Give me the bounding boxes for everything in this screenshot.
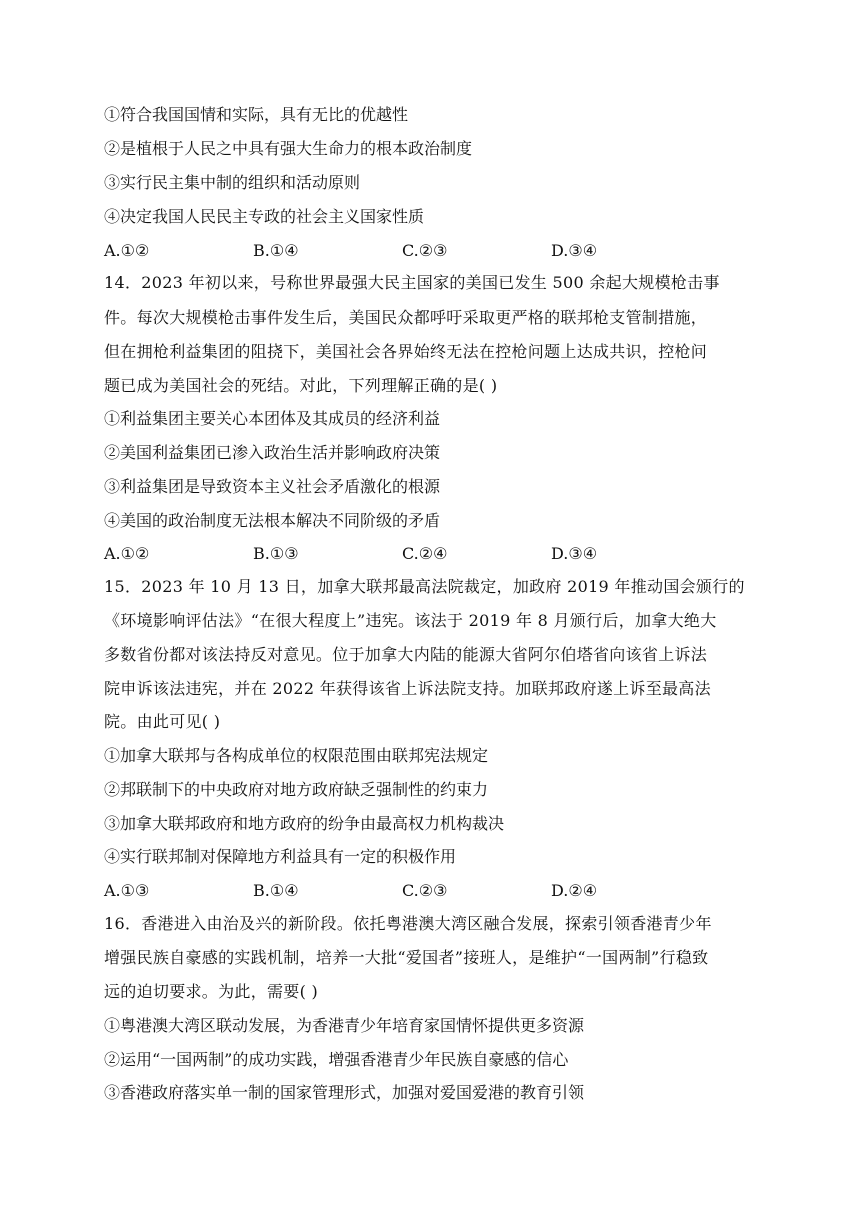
- q16-stem-line-1: 16．香港进入由治及兴的新阶段。依托粤港澳大湾区融合发展，探索引领香港青少年: [104, 914, 712, 933]
- q14-stem-line-4: 题已成为美国社会的死结。对此，下列理解正确的是( ): [104, 376, 498, 395]
- q16-item-2: ②运用“一国两制”的成功实践，增强香港青少年民族自豪感的信心: [104, 1050, 569, 1069]
- q14-options: [104, 543, 744, 565]
- q14-stem-line-1: 14．2023 年初以来，号称世界最强大民主国家的美国已发生 500 余起大规模枪击事: [104, 273, 720, 292]
- q15-item-1: ①加拿大联邦与各构成单位的权限范围由联邦宪法规定: [104, 746, 489, 765]
- q14-item-3: ③利益集团是导致资本主义社会矛盾激化的根源: [104, 477, 441, 496]
- q14-option-b: B.①③: [253, 544, 299, 563]
- q15-stem-line-3: 多数省份都对该法持反对意见。位于加拿大内陆的能源大省阿尔伯塔省向该省上诉法: [104, 645, 708, 664]
- q15-options: [104, 880, 744, 902]
- q15-option-a: A.①③: [104, 881, 150, 900]
- q14-option-c: C.②④: [402, 544, 448, 563]
- q16-item-3: ③香港政府落实单一制的国家管理形式，加强对爱国爱港的教育引领: [104, 1083, 585, 1102]
- q14-stem-line-2: 件。每次大规模枪击事件发生后，美国民众都呼吁采取更严格的联邦枪支管制措施，: [104, 308, 708, 327]
- q15-stem-line-4: 院申诉该法违宪，并在 2022 年获得该省上诉法院支持。加联邦政府遂上诉至最高法: [104, 679, 711, 698]
- q15-option-c: C.②③: [402, 881, 448, 900]
- q13-item-3: ③实行民主集中制的组织和活动原则: [104, 173, 361, 192]
- q15-item-4: ④实行联邦制对保障地方利益具有一定的积极作用: [104, 847, 457, 866]
- q13-option-b: B.①④: [253, 241, 299, 260]
- q13-options: [104, 240, 744, 262]
- q14-item-2: ②美国利益集团已渗入政治生活并影响政府决策: [104, 443, 441, 462]
- q14-option-a: A.①②: [104, 544, 150, 563]
- q15-item-3: ③加拿大联邦政府和地方政府的纷争由最高权力机构裁决: [104, 814, 505, 833]
- q15-stem-line-5: 院。由此可见( ): [104, 712, 221, 731]
- q13-item-1: ①符合我国国情和实际，具有无比的优越性: [104, 105, 409, 124]
- q14-stem-line-3: 但在拥枪利益集团的阻挠下，美国社会各界始终无法在控枪问题上达成共识，控枪问: [104, 342, 708, 361]
- q13-option-c: C.②③: [402, 241, 448, 260]
- q15-stem-line-1: 15．2023 年 10 月 13 日，加拿大联邦最高法院裁定，加政府 2019 年推动国会颁行的: [104, 577, 745, 596]
- q14-item-1: ①利益集团主要关心本团体及其成员的经济利益: [104, 409, 441, 428]
- q15-item-2: ②邦联制下的中央政府对地方政府缺乏强制性的约束力: [104, 780, 489, 799]
- q14-option-d: D.③④: [551, 544, 598, 563]
- q14-item-4: ④美国的政治制度无法根本解决不同阶级的矛盾: [104, 511, 441, 530]
- q13-item-2: ②是植根于人民之中具有强大生命力的根本政治制度: [104, 139, 473, 158]
- q13-option-d: D.③④: [551, 241, 598, 260]
- q15-stem-line-2: 《环境影响评估法》“在很大程度上”违宪。该法于 2019 年 8 月颁行后，加拿大绝大: [104, 611, 717, 630]
- q15-option-d: D.②④: [551, 881, 598, 900]
- q16-stem-line-3: 远的迫切要求。为此，需要( ): [104, 982, 319, 1001]
- q16-item-1: ①粤港澳大湾区联动发展，为香港青少年培育家国情怀提供更多资源: [104, 1016, 585, 1035]
- q16-stem-line-2: 增强民族自豪感的实践机制，培养一大批“爱国者”接班人，是维护“一国两制”行稳致: [104, 948, 709, 967]
- q13-item-4: ④决定我国人民民主专政的社会主义国家性质: [104, 207, 425, 226]
- q15-option-b: B.①④: [253, 881, 299, 900]
- q13-option-a: A.①②: [104, 241, 150, 260]
